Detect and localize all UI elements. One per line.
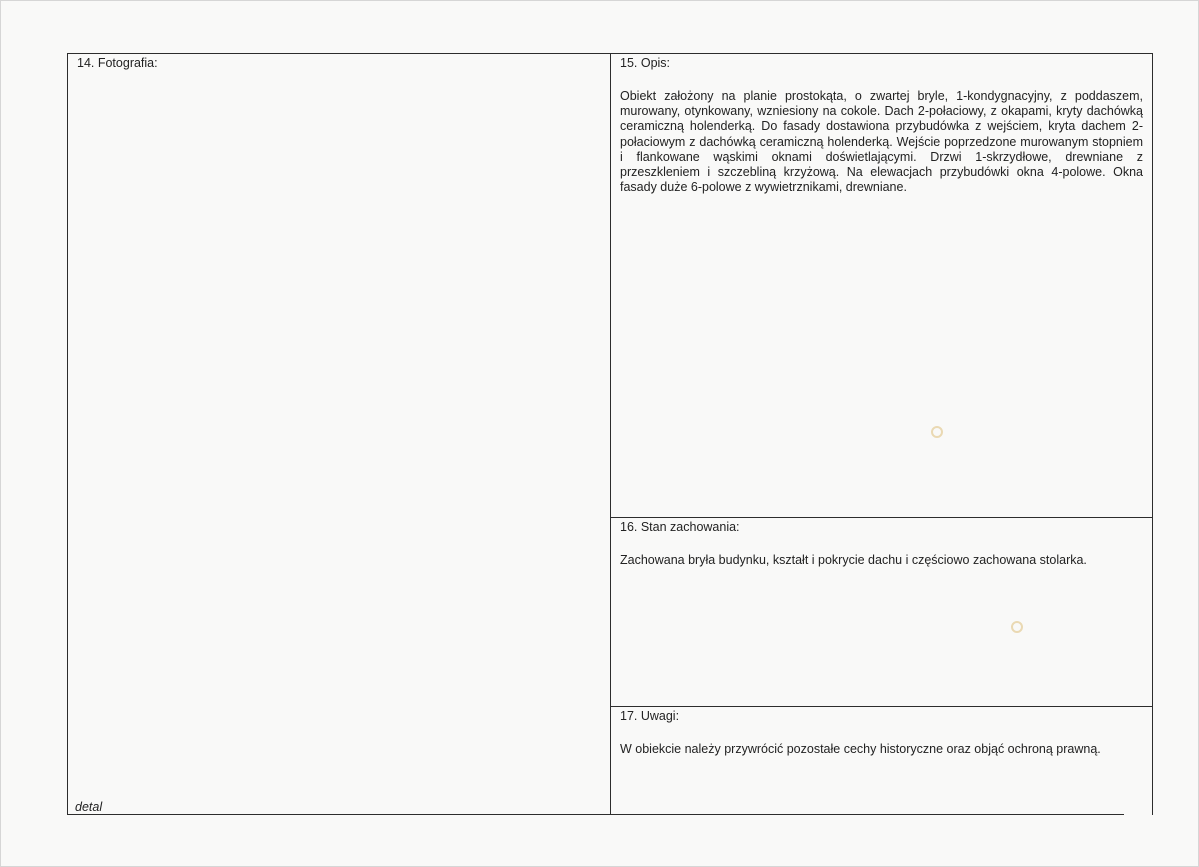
paper-stain [1011, 621, 1023, 633]
description-section [611, 54, 1152, 518]
condition-label: 16. Stan zachowania: [620, 520, 740, 534]
details-column [611, 54, 1152, 814]
description-text: Obiekt założony na planie prostokąta, o zwartej bryle, 1-kondygnacyjny, z poddaszem, murowany, otynkowany, wzniesiony na cokole. Dach 2-połaciowy, z okapami, kryty dachówką ceramiczną holenderką. Do fasady dostawiona przybudówka z wejściem, kryta dachem 2-połaciowym z dachówką ceramiczną holenderką. Wejście poprzedzone murowanym stopniem i flankowane wąskimi oknami doświetlającymi. Drzwi 1-skrzydłowe, drewniane z przeszkleniem i szczebliną krzyżową. Na elewacjach przybudówki okna 4-polowe. Okna fasady duże 6-polowe z wywietrznikami, drewniane. [620, 89, 1143, 195]
remarks-label: 17. Uwagi: [620, 709, 680, 723]
photo-section [68, 54, 611, 814]
paper-stain [931, 426, 943, 438]
border-gap [1124, 814, 1152, 815]
condition-section [611, 518, 1152, 707]
photo-caption: detal [75, 800, 103, 814]
condition-text: Zachowana bryła budynku, kształt i pokrycie dachu i częściowo zachowana stolarka. [620, 553, 1087, 567]
record-card [67, 53, 1153, 815]
description-label: 15. Opis: [620, 56, 671, 70]
remarks-section [611, 707, 1152, 814]
remarks-text: W obiekcie należy przywrócić pozostałe cechy historyczne oraz objąć ochroną prawną. [620, 742, 1101, 756]
photo-label: 14. Fotografia: [77, 56, 158, 70]
